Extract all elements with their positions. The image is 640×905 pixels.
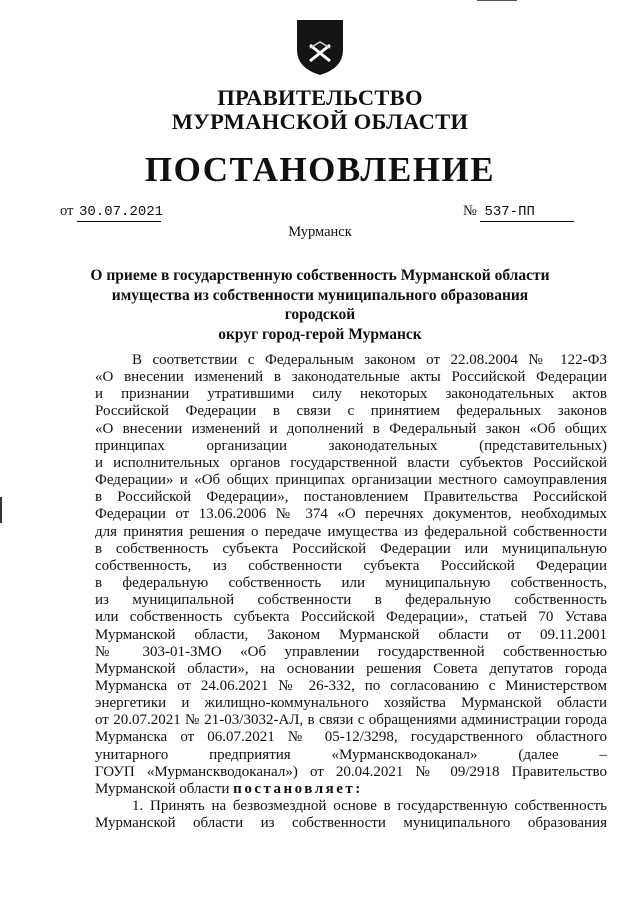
body-line: в Российской Федерации», постановлением Правительства Российской xyxy=(95,489,607,506)
body-closing-line xyxy=(95,781,607,798)
body-line: или собственность субъекта Российской Федерации», статьей 70 Устава xyxy=(95,609,607,626)
date-prefix: от xyxy=(60,203,74,219)
title-line: О приеме в государственную собственность Мурманской области xyxy=(90,267,550,284)
closing-prefix: Мурманской области xyxy=(95,780,230,797)
body-line: Мурманска от 06.07.2021 № 05-12/3298, государственного областного xyxy=(95,729,607,746)
body-line: и исполнительных органов государственной власти субъектов Российской xyxy=(95,454,607,471)
body-line: собственность, из собственности субъекта Российской Федерации xyxy=(95,557,607,574)
body-line: принципах организации законодательных (представительных) xyxy=(95,437,607,454)
body-line: Мурманской области», на основании решения Совета депутатов города xyxy=(95,660,607,677)
body-line: и признании утратившими силу некоторых законодательных актов xyxy=(95,386,607,403)
body-line: № 303-01-ЗМО «Об управлении государственной собственностью xyxy=(95,643,607,660)
item-1-line: 1. Принять на безвозмездной основе в государственную собственность xyxy=(132,798,607,815)
closing-verb: постановляет: xyxy=(233,780,363,797)
body-line: «О внесении изменений в законодательные акты Российской Федерации xyxy=(95,369,607,386)
document-title xyxy=(90,266,550,344)
title-line: имущества из собственности муниципального образования городской xyxy=(111,286,529,323)
title-line: округ город-герой Мурманск xyxy=(218,325,422,343)
document-number: 537-ПП xyxy=(480,203,574,222)
body-line: «О внесении изменений и дополнений в Федеральный закон «Об общих xyxy=(95,420,607,437)
top-edge-line xyxy=(477,0,517,1)
murmansk-coat-of-arms-icon xyxy=(295,18,345,76)
body-line: Российской Федерации в связи с принятием федеральных законов xyxy=(95,403,607,420)
body-line: Федерации от 13.06.2006 № 374 «О перечнях документов, необходимых xyxy=(95,506,607,523)
document-type-heading: ПОСТАНОВЛЕНИЕ xyxy=(144,150,496,189)
government-title-line1: ПРАВИТЕЛЬСТВО xyxy=(217,85,423,110)
body-line: Мурманской области, Законом Мурманской области от 09.11.2001 xyxy=(95,626,607,643)
body-line: Федерации» и «Об общих принципах организации местного самоуправления xyxy=(95,472,607,489)
date-field xyxy=(60,202,164,222)
body-line: В соответствии с Федеральным законом от 22.08.2004 № 122-ФЗ xyxy=(132,352,607,368)
body-line: унитарного предприятия «Мурманскводоканал» (далее – xyxy=(95,746,607,763)
scan-edge-mark xyxy=(0,497,2,523)
document-body xyxy=(95,352,607,832)
body-line: в федеральную собственность или муниципальную собственность, xyxy=(95,575,607,592)
government-title-line2: МУРМАНСКОЙ ОБЛАСТИ xyxy=(171,109,469,134)
body-line: для принятия решения о передаче имущества из федеральной собственности xyxy=(95,523,607,540)
body-line: ГОУП «Мурманскводоканал») от 20.04.2021 № 09/2918 Правительство xyxy=(95,763,607,780)
body-line: из муниципальной собственности в федеральную собственность xyxy=(95,592,607,609)
number-prefix: № xyxy=(463,203,477,219)
body-line: в собственность субъекта Российской Федерации или муниципальную xyxy=(95,540,607,557)
item-1-line: Мурманской области из собственности муниципального образования xyxy=(95,815,607,832)
document-date: 30.07.2021 xyxy=(79,204,164,220)
body-line: Мурманска от 24.06.2021 № 26-332, по согласованию с Министерством xyxy=(95,677,607,694)
number-field xyxy=(463,202,574,222)
city-name: Мурманск xyxy=(288,224,352,240)
body-line: энергетики и жилищно-коммунального хозяйства Мурманской области xyxy=(95,695,607,712)
body-line: от 20.07.2021 № 21-03/3032-АЛ, в связи с обращениями администрации города xyxy=(95,712,607,729)
